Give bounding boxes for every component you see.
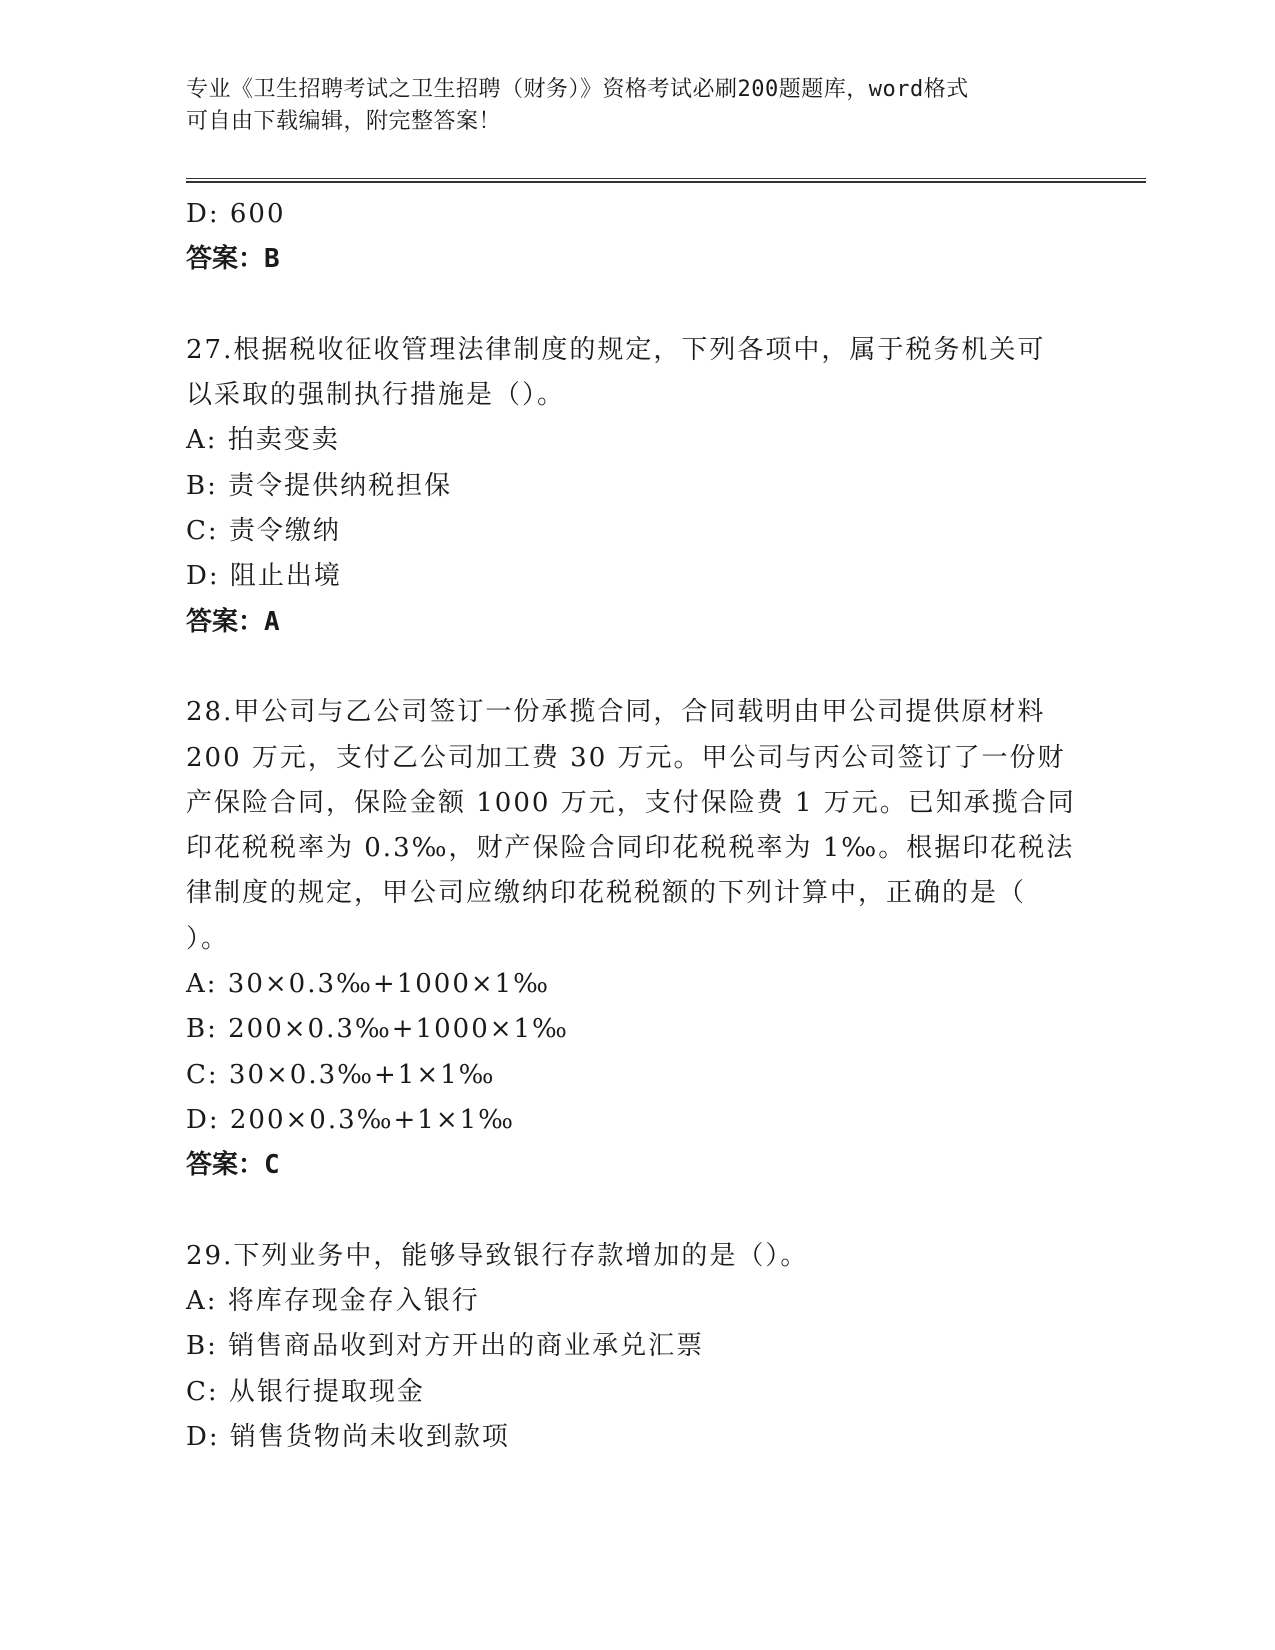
- q28-stem-line: 印花税税率为 0.3‰，财产保险合同印花税税率为 1‰。根据印花税法: [186, 833, 1075, 864]
- page-header: [186, 74, 969, 138]
- header-divider: [186, 178, 1146, 183]
- q26-option-d: D: 600: [186, 199, 286, 229]
- question-28: [186, 690, 1076, 1188]
- q28-stem-line: 产保险合同，保险金额 1000 万元，支付保险费 1 万元。已知承揽合同: [186, 787, 1076, 818]
- spacer: [186, 645, 1066, 690]
- q27-option-b: B: 责令提供纳税担保: [186, 470, 453, 501]
- spacer: [186, 1189, 1066, 1234]
- q28-stem-line: 律制度的规定，甲公司应缴纳印花税税额的下列计算中，正确的是（: [186, 878, 1027, 909]
- q28-option-a: A: 30×0.3‰+1000×1‰: [186, 969, 551, 1000]
- q28-stem-line: 28.甲公司与乙公司签订一份承揽合同，合同载明由甲公司提供原材料: [186, 697, 1046, 728]
- q27-option-c: C: 责令缴纳: [186, 516, 341, 547]
- question-26-tail: [186, 192, 1066, 283]
- q28-option-b: B: 200×0.3‰+1000×1‰: [186, 1014, 569, 1045]
- q29-option-c: C: 从银行提取现金: [186, 1376, 425, 1407]
- q29-option-d: D: 销售货物尚未收到款项: [186, 1422, 510, 1453]
- q27-option-d: D: 阻止出境: [186, 561, 342, 592]
- q28-option-c: C: 30×0.3‰+1×1‰: [186, 1059, 496, 1090]
- header-line-1: 专业《卫生招聘考试之卫生招聘（财务）》资格考试必刷200题题库，word格式: [186, 77, 969, 102]
- q27-stem-line: 27.根据税收征收管理法律制度的规定，下列各项中，属于税务机关可: [186, 334, 1046, 365]
- spacer: [186, 283, 1066, 328]
- q27-answer: 答案：A: [186, 606, 280, 637]
- q26-answer: 答案：B: [186, 244, 280, 275]
- q28-stem-line: ）。: [186, 923, 230, 954]
- q29-option-b: B: 销售商品收到对方开出的商业承兑汇票: [186, 1331, 705, 1362]
- header-divider-thick: [186, 181, 1146, 183]
- q28-answer: 答案：C: [186, 1150, 280, 1181]
- question-content: [186, 192, 1076, 1460]
- q29-stem-line: 29.下列业务中，能够导致银行存款增加的是（）。: [186, 1240, 809, 1271]
- question-27: [186, 328, 1066, 645]
- q27-stem-line: 以采取的强制执行措施是（）。: [186, 380, 566, 411]
- q28-stem-line: 200 万元，支付乙公司加工费 30 万元。甲公司与丙公司签订了一份财: [186, 742, 1066, 773]
- header-divider-thin: [186, 178, 1146, 179]
- header-line-2: 可自由下载编辑，附完整答案！: [186, 109, 502, 134]
- q29-option-a: A: 将库存现金存入银行: [186, 1286, 480, 1317]
- question-29: [186, 1234, 1066, 1460]
- q28-option-d: D: 200×0.3‰+1×1‰: [186, 1104, 516, 1135]
- q27-option-a: A: 拍卖变卖: [186, 425, 340, 456]
